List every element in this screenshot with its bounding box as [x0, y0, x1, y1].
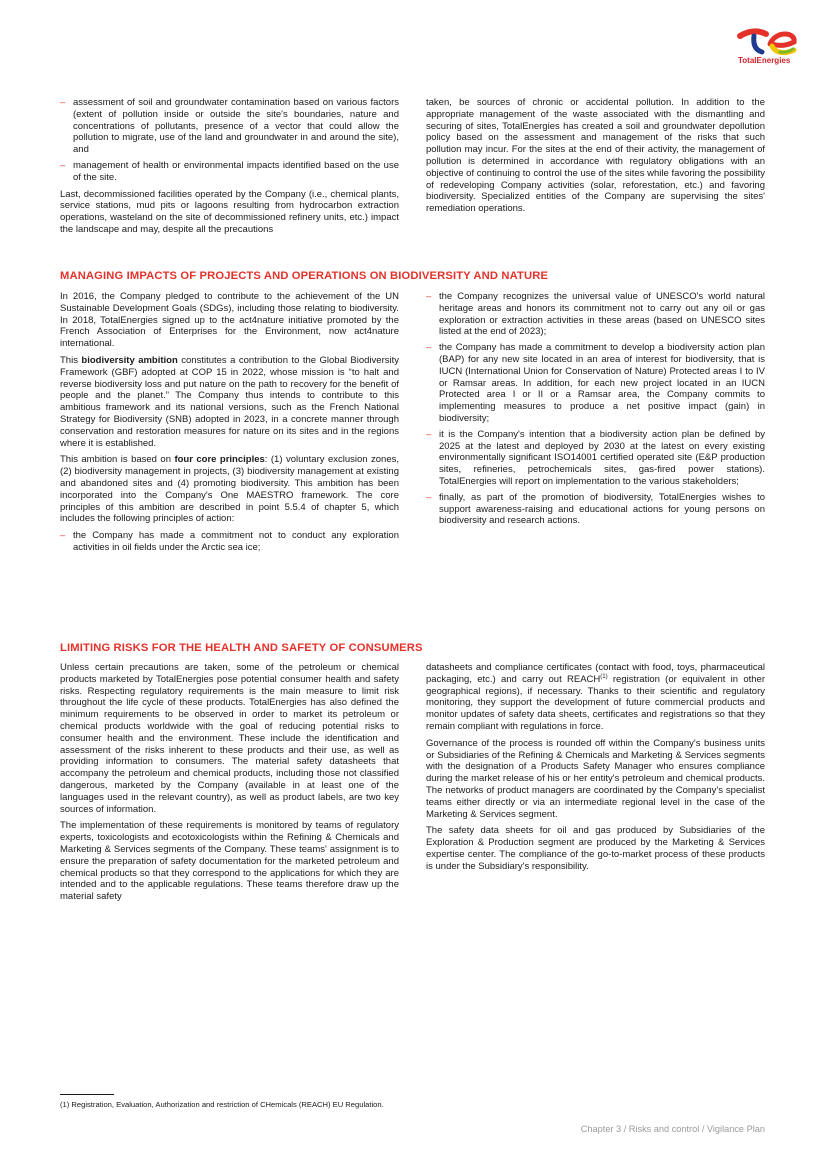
- paragraph: Unless certain precautions are taken, some of the petroleum or chemical products marketed by TotalEnergies pose potential consumer health and safety risks. Respecting regulatory requirements is the main measure to limit risk throughout the life cycle of these products. TotalEnergies has also defined the minimum requirements to be observed in order to market its petroleum or chemical products worldwide with the goal of reducing potential risks to consumer health and the environment. These include the identification and assessment of the risks inherent to these products and their use, as well as providing information to consumers. The material safety datasheets that accompany the petroleum and chemical products, including those not classified dangerous, marketed by the Company (available in at least one of the languages used in the relevant country), as well as product labels, are two key sources of information.: [60, 662, 399, 815]
- biodiversity-left-bullets: [60, 530, 399, 554]
- list-item: – the Company recognizes the universal value of UNESCO's world natural heritage areas and honors its commitment not to carry out any oil or gas exploration or extraction activities in these areas (based on UNESCO sites listed at the end of 2023);: [426, 291, 765, 338]
- bold-term: biodiversity ambition: [81, 354, 178, 366]
- paragraph: This ambition is based on four core principles: (1) voluntary exclusion zones, (2) biodiversity management in projects, (3) biodiversity management at existing and abandoned sites and (4) promoting biodiversity. This ambition has been incorporated into the Company's One MAESTRO framework. The core principles of this ambition are described in point 5.5.4 of chapter 5, which includes the following principles of action:: [60, 454, 399, 525]
- list-item: – the Company has made a commitment to develop a biodiversity action plan (BAP) for any new site located in an area of interest for biodiversity, that is IUCN (International Union for Conservation of Nature) Protected areas I to IV or Ramsar areas. In addition, for each new project located in an IUCN Protected area I or II or a Ramsar area, the Company commits to implementing measures to produce a net positive impact (gain) in biodiversity;: [426, 342, 765, 425]
- section-heading-consumers: LIMITING RISKS FOR THE HEALTH AND SAFETY OF CONSUMERS: [60, 642, 423, 654]
- consumers-left-column: [60, 662, 399, 908]
- section-heading-biodiversity: MANAGING IMPACTS OF PROJECTS AND OPERATIONS ON BIODIVERSITY AND NATURE: [60, 270, 549, 282]
- list-item: – it is the Company's intention that a biodiversity action plan be defined by 2025 at the latest and deployed by 2030 at the latest on every existing environmentally significant ISO14001 certified operated site (E&P production sites, refineries, petrochemicals sites, gas-fired power stations). TotalEnergies will report on implementation to the various stakeholders;: [426, 429, 765, 488]
- biodiversity-left-column: [60, 291, 399, 559]
- page-footer: Chapter 3 / Risks and control / Vigilance Plan: [580, 1124, 765, 1134]
- intro-right-column: [426, 97, 765, 220]
- biodiversity-right-bullets: [426, 291, 765, 527]
- list-item: – the Company has made a commitment not to conduct any exploration activities in oil fields under the Arctic sea ice;: [60, 530, 399, 554]
- intro-left-column: [60, 97, 399, 241]
- paragraph: The safety data sheets for oil and gas produced by Subsidiaries of the Exploration & Production segment are produced by the Marketing & Services expertise center. The compliance of the go-to-market process of these products is under the Subsidiary's responsibility.: [426, 825, 765, 872]
- paragraph: Last, decommissioned facilities operated by the Company (i.e., chemical plants, service stations, mud pits or lagoons resulting from hydrocarbon extraction operations, wasteland on the site of decommissioned refinery units, etc.) impact the landscape and may, despite all the precautions: [60, 188, 399, 235]
- consumers-right-column: [426, 662, 765, 878]
- paragraph: In 2016, the Company pledged to contribute to the achievement of the UN Sustainable Development Goals (SDGs), including those relating to biodiversity. In 2018, TotalEnergies signed up to the act4nature initiative promoted by the French Association of Enterprises for the Environment, now act4nature international.: [60, 291, 399, 350]
- paragraph: The implementation of these requirements is monitored by teams of regulatory experts, toxicologists and ecotoxicologists within the Refining & Chemicals and Marketing & Services segments of the Company. These teams' assignment is to ensure the preparation of safety documentation for the marketed petroleum and chemical products so that they correspond to the applications for which they are intended and to the applicable regulations. These teams therefore draw up the material safety: [60, 820, 399, 903]
- list-item: – management of health or environmental impacts identified based on the use of the site.: [60, 160, 399, 184]
- paragraph: Governance of the process is rounded off within the Company's business units or Subsidiaries of the Refining & Chemicals and Marketing & Services segments with the designation of a Products Safety Manager who ensures compliance during the market release of his or her entity's petroleum and chemical products. The networks of product managers are coordinated by the Company's specialist teams either directly or via an intermediate regional level in the case of the Marketing & Services segment.: [426, 737, 765, 820]
- footnote: (1) Registration, Evaluation, Authorization and restriction of CHemicals (REACH) EU Regulation.: [60, 1100, 384, 1109]
- paragraph: This biodiversity ambition constitutes a contribution to the Global Biodiversity Framework (GBF) adopted at COP 15 in 2022, whose mission is “to halt and reverse biodiversity loss and put nature on the path to recovery for the benefit of people and the planet.” The Company thus intends to contribute to this ambitious framework and its national versions, such as the French National Strategy for Biodiversity (SNB) adopted in 2023, in a concrete manner through conservation and restoration measures for nature on its sites and in the regions where it is established.: [60, 354, 400, 449]
- brand-name: TotalEnergies: [738, 56, 791, 65]
- list-item: – finally, as part of the promotion of biodiversity, TotalEnergies wishes to support awareness-raising and educational actions for young persons on biodiversity and research actions.: [426, 492, 765, 527]
- footnote-divider: [60, 1094, 114, 1095]
- footnote-reference[interactable]: (1): [600, 673, 608, 680]
- intro-bullet-list: [60, 97, 399, 184]
- list-item: – assessment of soil and groundwater contamination based on various factors (extent of pollution inside or outside the site's boundaries, nature and concentrations of pollutants, presence of a vector that could allow the pollution to migrate, use of the land and groundwater in and around the site), and: [60, 97, 399, 156]
- paragraph: taken, be sources of chronic or accidental pollution. In addition to the appropriate management of the waste associated with the dismantling and securing of sites, TotalEnergies has created a soil and groundwater depollution policy based on the assessment and management of the risks that such pollution may incur. For the sites at the end of their activity, the management of pollution is determined in accordance with regulatory obligations with an objective of continuing to control the use of the sites while favoring the possibility of redeveloping Company activities (solar, reforestation, etc.) and favoring biodiversity. Specialized entities of the Company are supervising the sites' remediation operations.: [426, 97, 765, 215]
- bold-term: four core principles: [174, 454, 265, 466]
- paragraph: datasheets and compliance certificates (contact with food, toys, pharmaceutical packaging, etc.) and carry out REACH$^{(1)}$ registration (or equivalent in other geographical regions), if necessary. Thanks to their scientific and regulatory monitoring, they support the development of future commercial products and monitor updates of safety data sheets, certificates and registrations so that they remain compliant with regulations in force.: [426, 662, 765, 732]
- biodiversity-right-column: [426, 291, 765, 532]
